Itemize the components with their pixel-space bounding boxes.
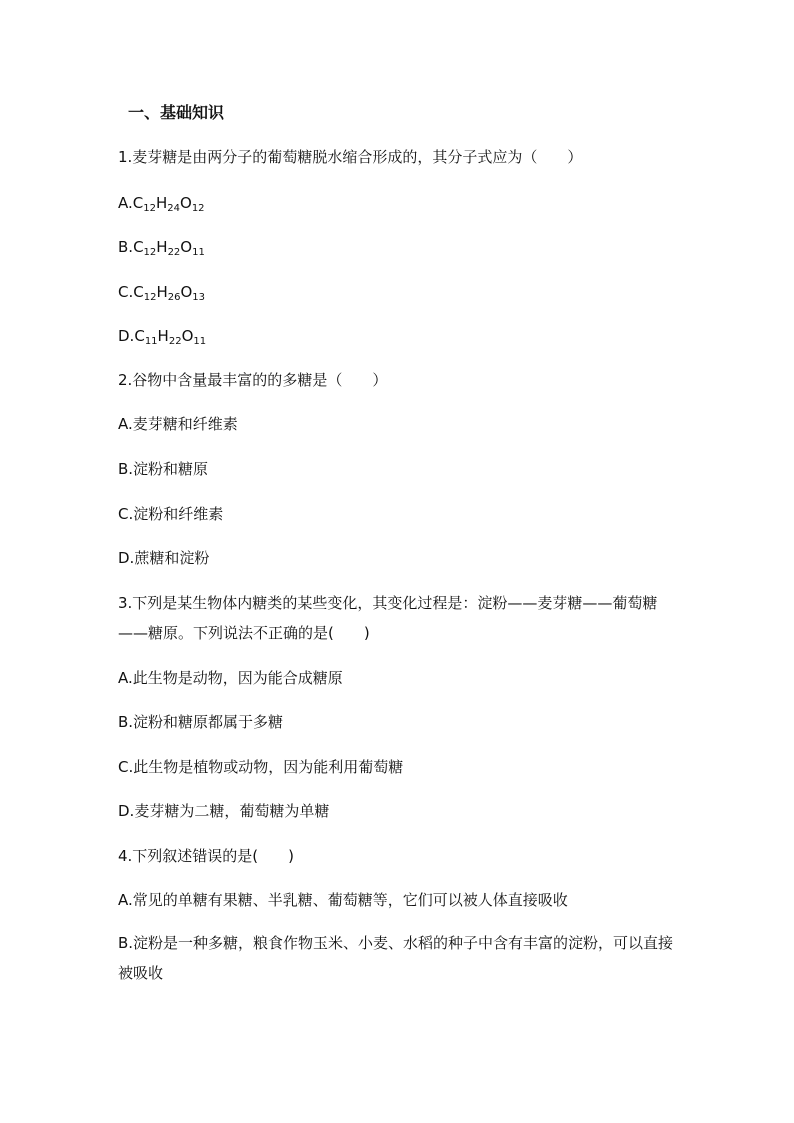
- carbon-count: 12: [143, 292, 157, 303]
- option-prefix: B.: [118, 238, 134, 256]
- option-prefix: A.: [118, 194, 133, 212]
- question-3-stem: 3.下列是某生物体内糖类的某些变化，其变化过程是：淀粉——麦芽糖——葡萄糖——糖原。下列说法不正确的是( ): [118, 594, 658, 642]
- hydrogen-count: 22: [167, 247, 181, 258]
- question-4-option-a: A.常见的单糖有果糖、半乳糖、葡萄糖等，它们可以被人体直接吸收: [118, 891, 568, 909]
- question-1-option-a: $A.C_{12}H_{24}O_{12}$: [118, 194, 205, 214]
- question-2-option-c: C.淀粉和纤维素: [118, 505, 224, 523]
- question-1-option-d: $D.C_{11}H_{22}O_{11}$: [118, 327, 207, 347]
- question-1-stem: 1.麦芽糖是由两分子的葡萄糖脱水缩合形成的，其分子式应为（ ）: [118, 148, 583, 166]
- oxygen-count: 11: [193, 336, 207, 347]
- hydrogen-count: 24: [167, 203, 180, 214]
- question-2-option-b: B.淀粉和糖原: [118, 460, 209, 478]
- question-3-option-c: C.此生物是植物或动物，因为能利用葡萄糖: [118, 758, 404, 776]
- question-4-stem: 4.下列叙述错误的是( ): [118, 847, 295, 865]
- question-1-option-c: $C.C_{12}H_{26}O_{13}$: [118, 283, 206, 303]
- carbon-count: 12: [143, 247, 157, 258]
- question-4-option-b: B.淀粉是一种多糖，粮食作物玉米、小麦、水稻的种子中含有丰富的淀粉，可以直接被吸收: [118, 934, 674, 982]
- carbon-count: 12: [143, 203, 156, 214]
- oxygen-count: 12: [191, 203, 205, 214]
- option-prefix: C.: [118, 283, 134, 301]
- question-3-option-a: A.此生物是动物，因为能合成糖原: [118, 669, 343, 687]
- question-2-option-d: D.蔗糖和淀粉: [118, 549, 210, 567]
- question-1-option-b: $B.C_{12}H_{22}O_{11}$: [118, 238, 205, 258]
- option-prefix: D.: [118, 327, 135, 345]
- question-3-option-d: D.麦芽糖为二糖，葡萄糖为单糖: [118, 802, 330, 820]
- question-2-stem: 2.谷物中含量最丰富的的多糖是（ ）: [118, 371, 388, 389]
- question-2-option-a: A.麦芽糖和纤维素: [118, 415, 238, 433]
- section-title: 一、基础知识: [128, 103, 225, 122]
- carbon-count: 11: [144, 336, 158, 347]
- hydrogen-count: 22: [168, 336, 182, 347]
- hydrogen-count: 26: [167, 292, 181, 303]
- question-3-option-b: B.淀粉和糖原都属于多糖: [118, 713, 284, 731]
- oxygen-count: 11: [192, 247, 205, 258]
- oxygen-count: 13: [192, 292, 206, 303]
